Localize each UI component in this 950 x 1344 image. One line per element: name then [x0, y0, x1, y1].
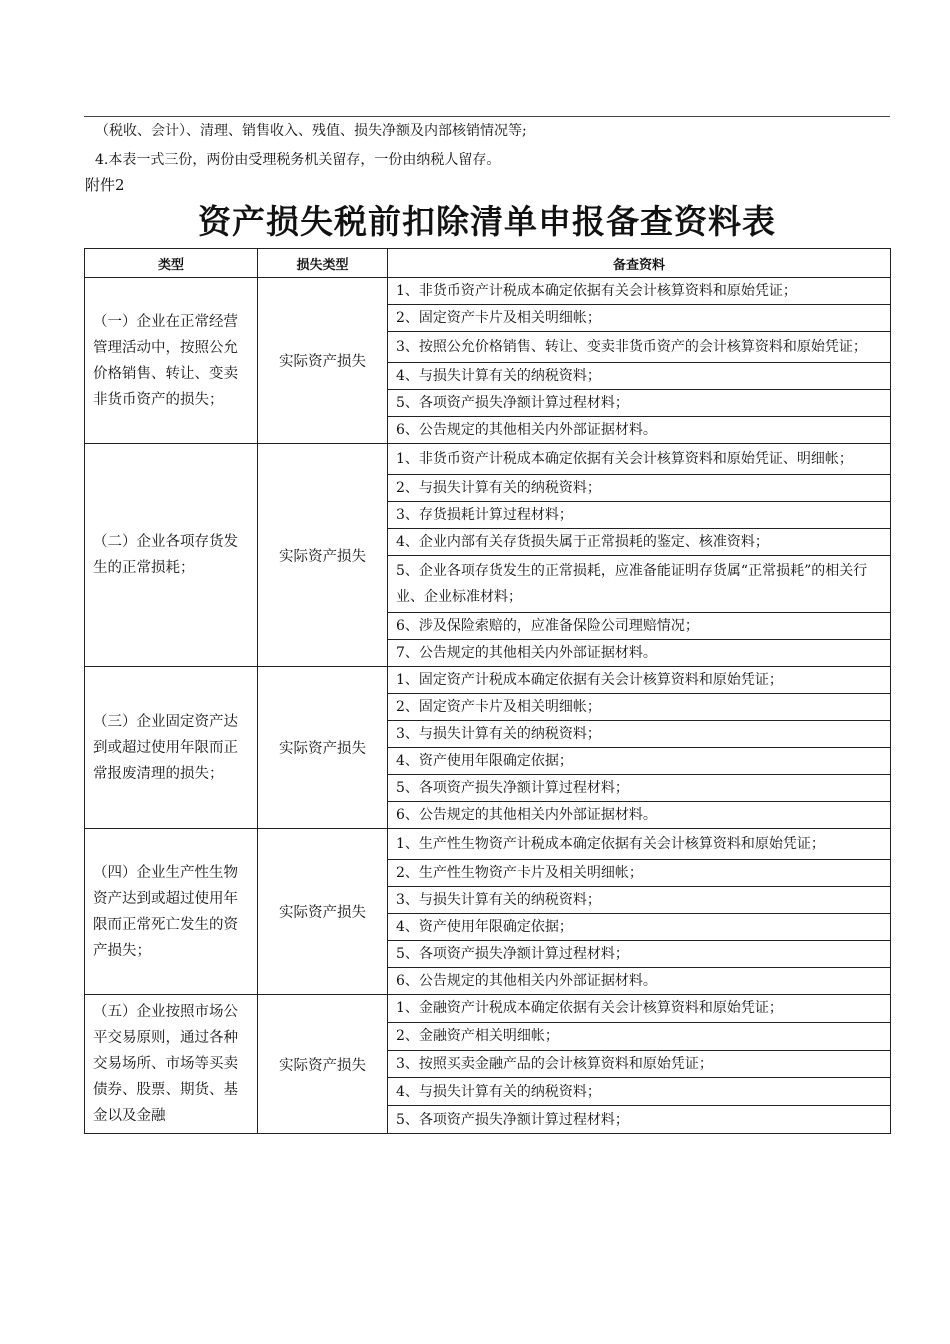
loss-type-cell: 实际资产损失 — [258, 444, 388, 667]
checklist-table — [84, 248, 891, 1134]
document-item: 3、按照公允价格销售、转让、变卖非货币资产的会计核算资料和原始凭证； — [388, 332, 891, 363]
note-line-1: （税收、会计）、清理、销售收入、残值、损失净额及内部核销情况等; — [95, 123, 527, 139]
document-item: 5、各项资产损失净额计算过程材料； — [388, 941, 891, 968]
note-line-2: 4.本表一式三份，两份由受理税务机关留存，一份由纳税人留存。 — [95, 152, 501, 168]
header-rule — [84, 116, 890, 117]
document-item: 3、存货损耗计算过程材料； — [388, 502, 891, 529]
table-row — [85, 444, 891, 475]
attachment-label: 附件2 — [85, 176, 125, 194]
category-cell: （四）企业生产性生物资产达到或超过使用年限而正常死亡发生的资产损失； — [85, 829, 258, 995]
loss-type-cell: 实际资产损失 — [258, 829, 388, 995]
document-item: 5、各项资产损失净额计算过程材料； — [388, 1106, 891, 1134]
document-item: 5、企业各项存货发生的正常损耗，应准备能证明存货属“正常损耗”的相关行业、企业标准材料； — [388, 556, 891, 613]
document-item: 4、与损失计算有关的纳税资料； — [388, 1078, 891, 1106]
document-item: 6、公告规定的其他相关内外部证据材料。 — [388, 968, 891, 995]
loss-type-cell: 实际资产损失 — [258, 278, 388, 444]
loss-type-cell: 实际资产损失 — [258, 667, 388, 829]
document-item: 5、各项资产损失净额计算过程材料； — [388, 775, 891, 802]
table-row — [85, 829, 891, 860]
document-item: 6、涉及保险索赔的，应准备保险公司理赔情况； — [388, 613, 891, 640]
document-item: 3、与损失计算有关的纳税资料； — [388, 721, 891, 748]
category-cell: （一）企业在正常经营管理活动中，按照公允价格销售、转让、变卖非货币资产的损失； — [85, 278, 258, 444]
document-item: 7、公告规定的其他相关内外部证据材料。 — [388, 640, 891, 667]
document-item: 4、资产使用年限确定依据； — [388, 914, 891, 941]
document-item: 3、与损失计算有关的纳税资料； — [388, 887, 891, 914]
document-item: 4、资产使用年限确定依据； — [388, 748, 891, 775]
loss-type-cell: 实际资产损失 — [258, 995, 388, 1134]
document-item: 2、固定资产卡片及相关明细帐； — [388, 694, 891, 721]
header-category: 类型 — [85, 249, 258, 278]
header-documents: 备查资料 — [388, 249, 891, 278]
document-item: 1、金融资产计税成本确定依据有关会计核算资料和原始凭证； — [388, 995, 891, 1023]
category-cell: （三）企业固定资产达到或超过使用年限而正常报废清理的损失； — [85, 667, 258, 829]
document-item: 1、非货币资产计税成本确定依据有关会计核算资料和原始凭证； — [388, 278, 891, 305]
document-item: 2、与损失计算有关的纳税资料； — [388, 475, 891, 502]
table-row — [85, 995, 891, 1023]
document-title: 资产损失税前扣除清单申报备查资料表 — [198, 202, 776, 241]
document-item: 1、生产性生物资产计税成本确定依据有关会计核算资料和原始凭证； — [388, 829, 891, 860]
document-item: 2、生产性生物资产卡片及相关明细帐； — [388, 860, 891, 887]
document-item: 6、公告规定的其他相关内外部证据材料。 — [388, 417, 891, 444]
document-item: 4、与损失计算有关的纳税资料； — [388, 363, 891, 390]
table-row — [85, 667, 891, 694]
document-item: 5、各项资产损失净额计算过程材料； — [388, 390, 891, 417]
header-loss-type: 损失类型 — [258, 249, 388, 278]
category-cell: （五）企业按照市场公平交易原则，通过各种交易场所、市场等买卖债券、股票、期货、基金以及金融 — [85, 995, 258, 1134]
document-item: 4、企业内部有关存货损失属于正常损耗的鉴定、核准资料； — [388, 529, 891, 556]
document-item: 3、按照买卖金融产品的会计核算资料和原始凭证； — [388, 1050, 891, 1078]
document-item: 6、公告规定的其他相关内外部证据材料。 — [388, 802, 891, 829]
document-item: 2、固定资产卡片及相关明细帐； — [388, 305, 891, 332]
table-row — [85, 278, 891, 305]
document-item: 1、非货币资产计税成本确定依据有关会计核算资料和原始凭证、明细帐； — [388, 444, 891, 475]
document-item: 1、固定资产计税成本确定依据有关会计核算资料和原始凭证； — [388, 667, 891, 694]
category-cell: （二）企业各项存货发生的正常损耗； — [85, 444, 258, 667]
document-item: 2、金融资产相关明细帐； — [388, 1022, 891, 1050]
table-header-row — [85, 249, 891, 278]
